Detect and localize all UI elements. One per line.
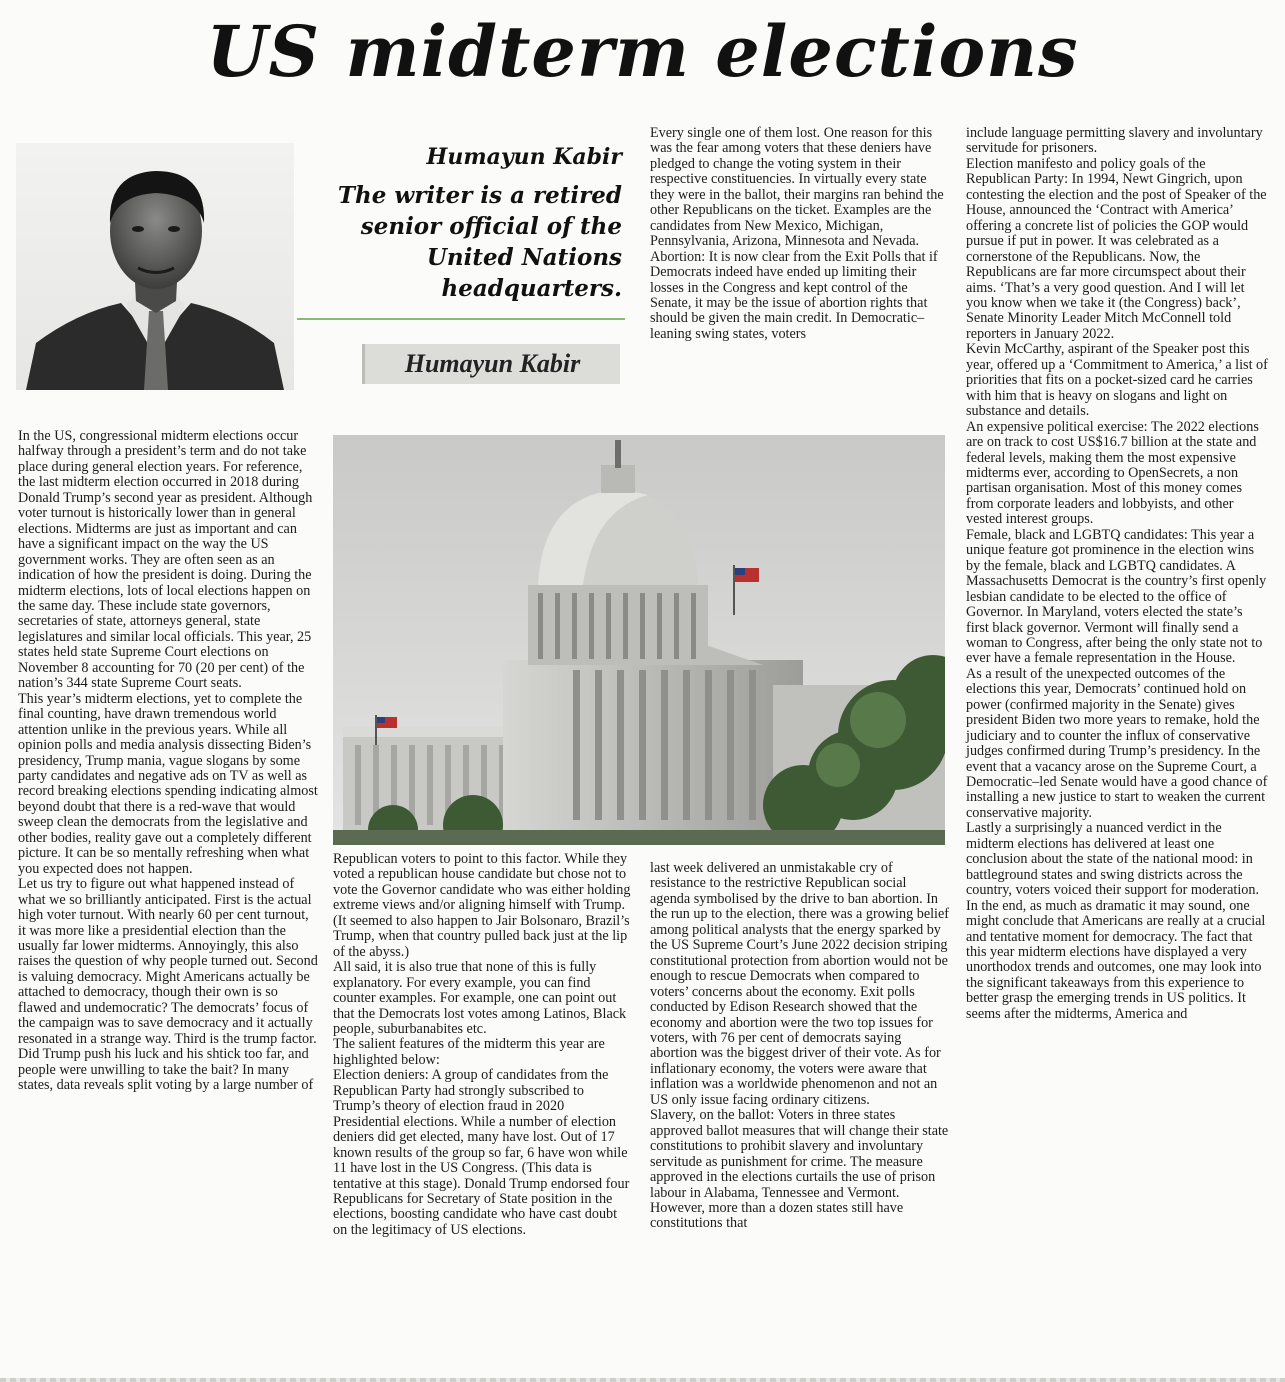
paragraph: Slavery, on the ballot: Voters in three states approved ballot measures that will change their state constitutions to prohibit slavery and involuntary servitude as punishment for crime. The measure approved in the elections curtails the use of prison labour in Alabama, Tennessee and Vermont. However, more than a dozen states still have constitutions that xyxy=(650,1107,949,1232)
paragraph: last week delivered an unmistakable cry of resistance to the restrictive Republican social agenda symbolised by the drive to ban abortion. In the run up to the election, there was a growing belief among political analysts that the energy sparked by the US Supreme Court’s June 2022 decision striping constitutional protection from abortion would not be enough to rescue Democrats when compared to voters’ concerns about the economy. Exit polls conducted by Edison Research showed that the economy and abortion were the two top issues for voters, with 76 per cent of democrats saying abortion was the biggest driver of their vote. As for inflationary economy, the voters were aware that inflation was a worldwide phenomenon and not an US only issue facing ordinary citizens. xyxy=(650,860,950,1108)
article-column-4 xyxy=(966,126,1268,1022)
article-column-2 xyxy=(333,852,633,1238)
paragraph: As a result of the unexpected outcomes of the elections this year, Democrats’ continued hold on power (confirmed majority in the Senate) gives president Biden two more years to remake, hold the judiciary and to counter the influx of conservative judges confirmed during Trump’s presidency. In the event that a vacancy arose on the Supreme Court, a Democratic–led Senate would have a good chance of installing a new justice to start to weaken the current conservative majority. xyxy=(966,665,1268,821)
paragraph: This year’s midterm elections, yet to complete the final counting, have drawn tremendous world attention unlike in the previous years. While all opinion polls and media analysis dissecting Biden’s presidency, Trump mania, vague slogans by some party candidates and negative ads on TV as well as record breaking elections spending indicating almost beyond doubt that there is a red-wave that would sweep clean the democrats from the legislative and other bodies, reality gave out a completely different picture. It can be so mentally refreshing when what you expected does not happen. xyxy=(18,690,318,877)
paragraph: Let us try to figure out what happened instead of what we so brilliantly anticipated. First is the actual high voter turnout. With nearly 60 per cent turnout, it was more like a presidential election than the usually far lower midterms. Annoyingly, this also raises the question of why people turned out. Second is valuing democracy. Might Americans actually be attached to democracy, though their own is so flawed and undemocratic? The democrats’ focus of the campaign was to save democracy and it actually resonated in a strange way. Third is the trump factor. Did Trump push his luck and his shtick too far, and people were unwilling to take the bait? In many states, data reveals split voting by a large number of xyxy=(18,876,318,1094)
capitol-illustration xyxy=(333,435,945,845)
article-column-1 xyxy=(18,429,318,1093)
us-capitol-building-photo xyxy=(333,435,945,845)
author-portrait xyxy=(16,143,294,390)
paragraph: An expensive political exercise: The 2022 elections are on track to cost US$16.7 billion at the state and federal levels, making them the most expensive midterms ever, according to OpenSecrets, a non partisan organisation. Most of this money comes from corporate leaders and lobbyists, and other vested interest groups. xyxy=(966,418,1259,528)
paragraph: include language permitting slavery and involuntary servitude for prisoners. xyxy=(966,125,1263,157)
paragraph: The salient features of the midterm this year are highlighted below: xyxy=(333,1036,605,1068)
paragraph: All said, it is also true that none of this is fully explanatory. For every example, you can find counter examples. For example, one can point out that the Democrats lost votes among Latinos, Black people, suburbanabites etc. xyxy=(333,959,627,1037)
page-bottom-border xyxy=(0,1378,1285,1382)
paragraph: In the US, congressional midterm elections occur halfway through a president’s term and do not take place during general election years. For reference, the last midterm election occurred in 2018 during Donald Trump’s second year as president. Although voter turnout is historically lower than in general elections. Midterms are just as important and can have a significant impact on the way the US government works. They are often seen as an indication of how the president is doing. During the midterm elections, lots of local elections happen on the same day. These include state governors, secretaries of state, attorneys general, state legislatures and similar local officials. This year, 25 states held state Supreme Court elections on November 8 accounting for 70 (20 per cent) of the nation’s 344 state Supreme Court seats. xyxy=(18,428,313,692)
paragraph: In the end, as much as dramatic it may sound, one might conclude that Americans are really at a crucial and tentative moment for democracy. The fact that this year midterm elections have displayed a very unorthodox trends and outcomes, one may look into the significant takeaways from this experience to better grasp the emerging trends in US politics. It seems after the midterms, America and xyxy=(966,897,1266,1022)
paragraph: Abortion: It is now clear from the Exit Polls that if Democrats indeed have ended up limiting their losses in the Congress and kept control of the Senate, it may be the issue of abortion rights that should be given the main credit. In Democratic–leaning swing states, voters xyxy=(650,248,938,342)
article-column-3-bottom xyxy=(650,861,950,1232)
divider xyxy=(297,318,625,320)
paragraph: Lastly a surprisingly a nuanced verdict in the midterm elections has delivered at least one conclusion about the state of the national mood: in battleground states and swing districts across the country, voters voiced their support for moderation. xyxy=(966,820,1259,899)
article-headline: US midterm elections xyxy=(206,10,1079,93)
author-description: The writer is a retired senior official of the United Nations headquarters. xyxy=(337,182,622,302)
author-name: Humayun Kabir xyxy=(426,144,622,170)
paragraph: Kevin McCarthy, aspirant of the Speaker post this year, offered up a ‘Commitment to America,’ a list of priorities that fits on a pocket-sized card he carries with him that is heavy on slogans and light on substance and details. xyxy=(966,341,1268,420)
author-portrait-illustration xyxy=(16,143,294,390)
paragraph: Female, black and LGBTQ candidates: This year a unique feature got prominence in the election wins by the female, black and LGBTQ candidates. A Massachusetts Democrat is the country’s first openly lesbian candidate to be elected to the office of Governor. In Maryland, voters elected the state’s first black governor. Vermont will finally send a woman to Congress, after being the only state not to ever have a female representation in the House. xyxy=(966,526,1267,667)
paragraph: Election manifesto and policy goals of the Republican Party: In 1994, Newt Gingrich, upon contesting the election and the post of Speaker of the House, announced the ‘Contract with America’ offering a concrete list of policies the GOP would pursue if put in power. It was celebrated as a cornerstone of the Republicans. Now, the Republicans are far more circumspect about their aims. ‘That’s a very good question. And I will let you know when we take it (the Congress) back’, Senate Minority Leader Mitch McConnell told reporters in January 2022. xyxy=(966,155,1267,342)
paragraph: Every single one of them lost. One reason for this was the fear among voters that these deniers have pledged to change the voting system in their respective constituencies. In virtually every state they were in the ballot, their margins ran behind the other Republicans on the ticket. Examples are the candidates from New Mexico, Michigan, Pennsylvania, Arizona, Minnesota and Nevada. xyxy=(650,125,944,250)
paragraph: Republican voters to point to this factor. While they voted a republican house candidate but chose not to vote the Governor candidate who was either holding extreme views and/or aligning himself with Trump. (It seemed to also happen to Jair Bolsonaro, Brazil’s Trump, when that country pulled back just at the lip of the abyss.) xyxy=(333,851,631,960)
author-name-plate xyxy=(362,344,620,384)
paragraph: Election deniers: A group of candidates from the Republican Party had strongly subscribed to Trump’s theory of election fraud in 2020 Presidential elections. While a number of election deniers did get elected, many have lost. Out of 17 known results of the group so far, 6 have won while 11 have lost in the US Congress. (This data is tentative at this stage). Donald Trump endorsed four Republicans for Secretary of State position in the elections, boosting candidate who have cast doubt on the legitimacy of US elections. xyxy=(333,1067,630,1238)
author-name-plate-text: Humayun Kabir xyxy=(404,349,581,378)
article-column-3-top xyxy=(650,126,950,342)
